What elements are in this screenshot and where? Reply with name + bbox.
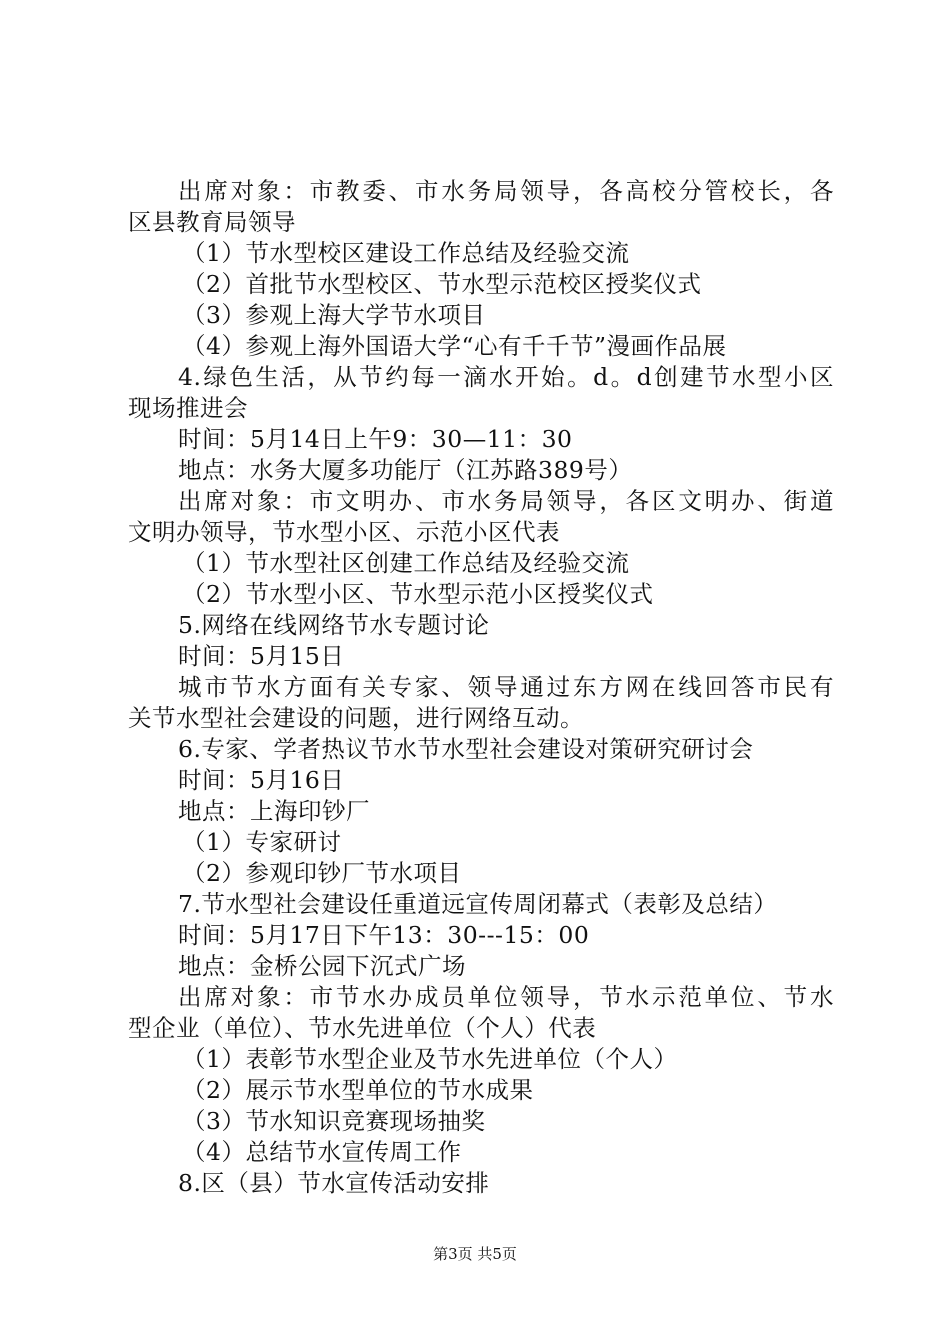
paragraph-line: 文明办领导，节水型小区、示范小区代表 — [128, 518, 560, 546]
list-item: （4）参观上海外国语大学“心有千千节”漫画作品展 — [182, 332, 727, 360]
list-item: （2）节水型小区、节水型示范小区授奖仪式 — [182, 580, 654, 608]
page-number-footer: 第3页 共5页 — [433, 1245, 517, 1263]
list-item: （3）节水知识竞赛现场抽奖 — [182, 1107, 486, 1135]
paragraph-line: 时间：5月15日 — [178, 642, 345, 670]
section-heading: 现场推进会 — [128, 394, 248, 422]
list-item: （1）节水型社区创建工作总结及经验交流 — [182, 549, 630, 577]
section-heading: 5.网络在线网络节水专题讨论 — [178, 611, 490, 639]
section-heading: 8.区（县）节水宣传活动安排 — [178, 1169, 490, 1197]
section-heading: 6.专家、学者热议节水节水型社会建设对策研究研讨会 — [178, 735, 754, 763]
paragraph-line: 时间：5月17日下午13：30---15：00 — [178, 921, 590, 949]
section-heading: 7.节水型社会建设任重道远宣传周闭幕式（表彰及总结） — [178, 890, 778, 918]
list-item: （3）参观上海大学节水项目 — [182, 301, 486, 329]
list-item: （2）参观印钞厂节水项目 — [182, 859, 462, 887]
paragraph-line: 城市节水方面有关专家、领导通过东方网在线回答市民有 — [178, 673, 834, 701]
paragraph-line: 型企业（单位）、节水先进单位（个人）代表 — [128, 1014, 597, 1042]
paragraph-line: 出席对象：市教委、市水务局领导，各高校分管校长，各 — [178, 177, 834, 205]
paragraph-line: 地点：金桥公园下沉式广场 — [178, 952, 466, 980]
paragraph-line: 时间：5月14日上午9：30—11：30 — [178, 425, 573, 453]
list-item: （1）专家研讨 — [182, 828, 342, 856]
paragraph-line: 区县教育局领导 — [128, 208, 296, 236]
list-item: （1）表彰节水型企业及节水先进单位（个人） — [182, 1045, 678, 1073]
paragraph-line: 出席对象：市节水办成员单位领导，节水示范单位、节水 — [178, 983, 834, 1011]
paragraph-line: 时间：5月16日 — [178, 766, 345, 794]
list-item: （2）首批节水型校区、节水型示范校区授奖仪式 — [182, 270, 702, 298]
list-item: （2）展示节水型单位的节水成果 — [182, 1076, 534, 1104]
paragraph-line: 关节水型社会建设的问题，进行网络互动。 — [128, 704, 584, 732]
paragraph-line: 地点：上海印钞厂 — [178, 797, 370, 825]
paragraph-line: 出席对象：市文明办、市水务局领导，各区文明办、街道 — [178, 487, 834, 515]
document-body — [128, 176, 834, 1199]
list-item: （4）总结节水宣传周工作 — [182, 1138, 462, 1166]
list-item: （1）节水型校区建设工作总结及经验交流 — [182, 239, 630, 267]
paragraph-line: 地点：水务大厦多功能厅（江苏路389号） — [178, 456, 633, 484]
section-heading: 4.绿色生活，从节约每一滴水开始。d。d创建节水型小区 — [178, 363, 834, 391]
